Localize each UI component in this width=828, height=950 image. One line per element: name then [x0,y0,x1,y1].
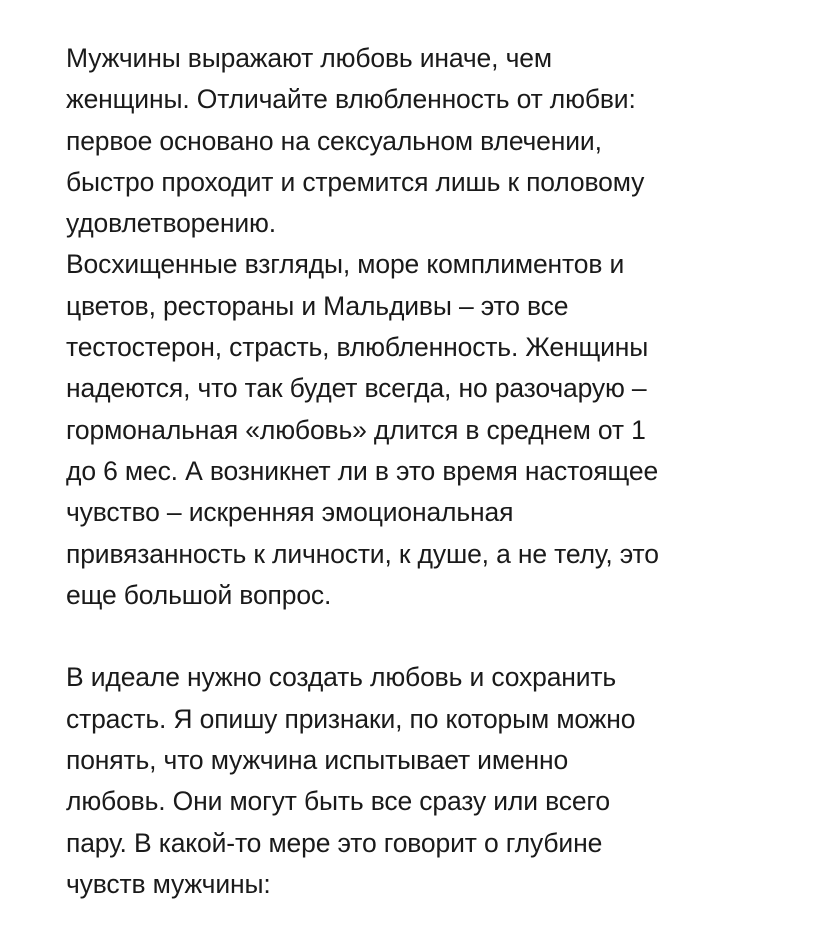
text-line: первое основано на сексуальном влечении, [66,125,602,156]
text-line: чувство – искренняя эмоциональная [66,497,514,528]
text-line: еще большой вопрос. [66,579,332,610]
text-line: привязанность к личности, к душе, а не телу, это [66,538,659,569]
text-line: чувств мужчины: [66,868,271,899]
text-line: быстро проходит и стремится лишь к половому [66,166,645,197]
text-line: Мужчины выражают любовь иначе, чем [66,43,552,73]
text-line: удовлетворению. [66,208,276,239]
text-line: любовь. Они могут быть все сразу или всего [66,786,610,817]
text-line: надеются, что так будет всегда, но разочарую – [66,373,647,404]
text-line: женщины. Отличайте влюбленность от любви: [66,84,636,115]
text-line: Восхищенные взгляды, море комплиментов и [66,249,625,280]
text-line: тестостерон, страсть, влюбленность. Женщины [66,332,649,363]
article-text [66,38,786,905]
text-line: до 6 мес. А возникнет ли в это время настоящее [66,455,659,486]
text-line: пару. В какой-то мере это говорит о глубине [66,827,603,858]
paragraph-2 [66,657,786,905]
paragraph-gap [66,616,786,657]
paragraph-1 [66,38,786,616]
text-line: В идеале нужно создать любовь и сохранить [66,662,617,693]
text-line: цветов, рестораны и Мальдивы – это все [66,290,569,321]
text-line: гормональная «любовь» длится в среднем от 1 [66,414,646,445]
text-line: понять, что мужчина испытывает именно [66,745,569,776]
text-line: страсть. Я опишу признаки, по которым можно [66,703,636,734]
